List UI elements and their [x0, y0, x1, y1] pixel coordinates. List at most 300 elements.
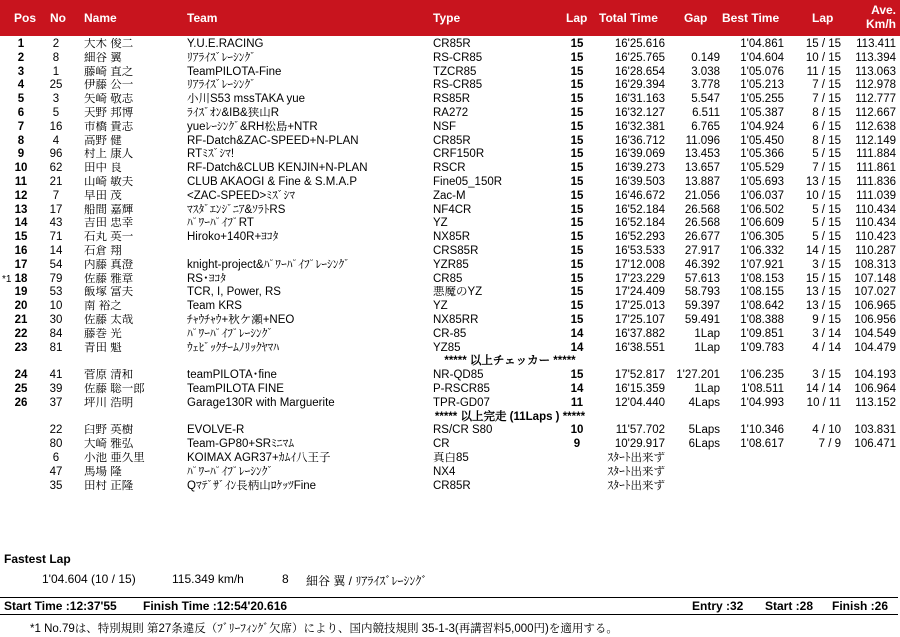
cell-speed: 112.149	[855, 134, 896, 147]
cell-gap: 5Laps	[688, 424, 720, 437]
cell-gap: 5.547	[691, 93, 720, 106]
cell-gap: 1Lap	[694, 341, 720, 354]
cell-type: Zac-M	[433, 189, 466, 202]
table-row	[0, 107, 900, 121]
header-pos: Pos	[14, 11, 37, 25]
cell-speed: 111.861	[856, 162, 896, 175]
cell-best-time: 1'07.921	[740, 258, 784, 271]
cell-team: ﾊﾟﾜｰﾊﾟｲﾌﾟﾚｰｼﾝｸﾞ	[187, 327, 274, 340]
cell-lap: 15	[570, 244, 584, 257]
cell-name: 矢崎 敬志	[84, 93, 134, 106]
cell-type: CR	[433, 438, 450, 451]
cell-no: 10	[49, 300, 63, 313]
cell-team: Y.U.E.RACING	[187, 38, 264, 50]
cell-best-lap: 8 / 15	[812, 134, 841, 147]
cell-type: NX85R	[433, 231, 471, 244]
cell-gap: 3.778	[691, 79, 720, 92]
cell-best-lap: 14 / 14	[805, 382, 841, 395]
cell-name: 菅原 清和	[84, 369, 134, 382]
cell-best-lap: 13 / 15	[805, 175, 841, 188]
cell-total-time: 16'52.184	[614, 203, 665, 216]
cell-type: YZ	[433, 217, 448, 230]
cell-no: 47	[49, 465, 63, 478]
header-gap: Gap	[684, 11, 708, 25]
cell-speed: 111.884	[856, 148, 896, 161]
cell-gap: 1Lap	[694, 327, 720, 340]
cell-total-time: 16'25.616	[614, 38, 665, 50]
table-row	[0, 369, 900, 383]
cell-name: 村上 康人	[84, 148, 134, 161]
cell-speed: 106.956	[854, 313, 896, 326]
cell-no: 21	[49, 175, 63, 188]
cell-type: NR-QD85	[433, 369, 484, 382]
cell-name: 山崎 敏夫	[84, 175, 134, 188]
cell-type: YZR85	[433, 258, 469, 271]
cell-total-time: 16'52.293	[614, 231, 665, 244]
cell-gap: 26.568	[684, 203, 720, 216]
cell-pos: 21	[14, 313, 28, 326]
cell-team: Team-GP80+SRﾐﾆﾏﾑ	[187, 438, 295, 451]
cell-lap: 15	[570, 300, 584, 313]
cell-speed: 112.777	[855, 93, 896, 106]
cell-speed: 111.836	[856, 175, 896, 188]
cell-type: NX4	[433, 465, 456, 478]
penalty-mark: *1	[2, 273, 12, 285]
cell-total-time: ｽﾀｰﾄ出来ず	[607, 479, 665, 492]
cell-name: 佐藤 太哉	[84, 313, 134, 326]
cell-lap: 14	[570, 341, 584, 354]
header-ave-line2: Km/h	[866, 17, 896, 31]
cell-best-lap: 5 / 15	[812, 203, 841, 216]
cell-lap: 15	[570, 134, 584, 147]
cell-best-time: 1'08.511	[741, 382, 784, 395]
cell-best-time: 1'05.450	[740, 134, 784, 147]
cell-team: ﾊﾟﾜｰﾊﾟｲﾌﾟﾚｰｼﾝｸﾞ	[187, 465, 274, 478]
cell-best-lap: 3 / 15	[812, 258, 841, 271]
cell-best-lap: 3 / 14	[812, 327, 841, 340]
cell-speed: 107.027	[854, 286, 896, 299]
header-lap: Lap	[566, 11, 588, 25]
cell-no: 3	[52, 93, 60, 106]
cell-no: 53	[49, 286, 63, 299]
cell-team: RF-Datch&CLUB KENJIN+N-PLAN	[187, 162, 368, 175]
header-total-time: Total Time	[599, 11, 658, 25]
cell-best-lap: 10 / 15	[805, 51, 841, 64]
table-row	[0, 259, 900, 273]
cell-name: 臼野 英樹	[84, 424, 134, 437]
cell-best-time: 1'08.617	[740, 438, 784, 451]
cell-speed: 113.152	[855, 396, 896, 409]
cell-pos: 14	[14, 217, 28, 230]
cell-name: 早田 茂	[84, 189, 122, 202]
cell-pos: 16	[14, 244, 28, 257]
cell-team: <ZAC-SPEED>ﾐｽﾞｼﾏ	[187, 189, 295, 202]
cell-gap: 59.397	[684, 300, 720, 313]
cell-best-lap: 5 / 15	[812, 148, 841, 161]
cell-lap: 15	[570, 120, 584, 133]
header-team: Team	[187, 11, 218, 25]
cell-best-lap: 14 / 15	[805, 244, 841, 257]
cell-speed: 106.964	[854, 382, 896, 395]
cell-no: 14	[49, 244, 63, 257]
cell-name: 青田 魁	[84, 341, 122, 354]
cell-no: 41	[49, 369, 63, 382]
cell-lap: 15	[570, 175, 584, 188]
cell-best-lap: 5 / 15	[812, 231, 841, 244]
cell-type: CR-85	[433, 327, 467, 340]
cell-no: 37	[49, 396, 63, 409]
cell-gap: 6Laps	[688, 438, 720, 451]
cell-gap: 1'27.201	[676, 369, 720, 382]
cell-gap: 59.491	[684, 313, 720, 326]
cell-speed: 106.471	[854, 438, 896, 451]
cell-total-time: 16'39.069	[614, 148, 665, 161]
cell-best-lap: 3 / 15	[812, 369, 841, 382]
cell-speed: 110.287	[855, 244, 896, 257]
cell-type: YZ85	[433, 341, 461, 354]
fastest-lap-title: Fastest Lap	[4, 552, 71, 566]
cell-type: RS-CR85	[433, 51, 483, 64]
fastest-lap-speed: 115.349 km/h	[172, 572, 244, 586]
cell-best-time: 1'06.609	[740, 217, 784, 230]
cell-name: 石丸 英一	[84, 231, 134, 244]
cell-total-time: 16'29.394	[614, 79, 665, 92]
cell-team: ﾊﾟﾜｰﾊﾟｲﾌﾟRT	[187, 217, 254, 230]
cell-type: TPR-GD07	[433, 396, 490, 409]
cell-lap: 14	[570, 382, 584, 395]
cell-total-time: ｽﾀｰﾄ出来ず	[607, 465, 665, 478]
cell-name: 大木 俊二	[84, 38, 134, 50]
fastest-lap-driver: 細谷 翼 / ﾘｱﾗｲｽﾞﾚｰｼﾝｸﾞ	[306, 574, 428, 588]
cell-no: 17	[49, 203, 63, 216]
cell-lap: 15	[570, 313, 584, 326]
cell-total-time: 16'39.503	[614, 175, 665, 188]
cell-no: 4	[52, 134, 60, 147]
cell-lap: 10	[570, 424, 584, 437]
cell-team: teamPILOTA･fine	[187, 369, 277, 382]
cell-type: YZ	[433, 300, 448, 313]
cell-pos: 9	[17, 148, 25, 161]
cell-name: 内藤 真澄	[84, 258, 134, 271]
table-row	[0, 52, 900, 66]
cell-best-lap: 15 / 15	[805, 272, 841, 285]
cell-gap: 13.453	[684, 148, 720, 161]
cell-total-time: 17'24.409	[614, 286, 665, 299]
cell-speed: 103.831	[854, 424, 896, 437]
cell-speed: 110.434	[855, 217, 896, 230]
cell-no: 7	[52, 189, 60, 202]
cell-best-lap: 10 / 15	[805, 189, 841, 202]
cell-team: yueﾚｰｼﾝｸﾞ&RH松島+NTR	[187, 120, 318, 133]
cell-best-lap: 5 / 15	[812, 217, 841, 230]
cell-lap: 15	[570, 258, 584, 271]
cell-speed: 104.549	[854, 327, 896, 340]
cell-pos: 1	[17, 38, 25, 50]
cell-best-lap: 7 / 15	[812, 93, 841, 106]
cell-best-time: 1'09.851	[740, 327, 784, 340]
start-count: Start :28	[765, 599, 814, 613]
cell-team: RS･ﾖｺﾀ	[187, 272, 226, 285]
cell-team: 小川S53 mssTAKA yue	[187, 93, 306, 106]
cell-team: knight-project&ﾊﾟﾜｰﾊﾟｲﾌﾟﾚｰｼﾝｸﾞ	[187, 258, 350, 271]
cell-type: NSF	[433, 120, 456, 133]
cell-lap: 15	[570, 51, 584, 64]
cell-team: ﾏｽﾀﾞｴﾝｼﾞﾆｱ&ｿﾗﾄRS	[187, 203, 286, 216]
cell-gap: 11.096	[685, 134, 720, 147]
cell-name: 吉田 忠幸	[84, 217, 134, 230]
cell-no: 39	[49, 382, 63, 395]
cell-team: TeamPILOTA FINE	[187, 382, 284, 395]
cell-total-time: 16'37.882	[614, 327, 665, 340]
cell-best-time: 1'05.387	[740, 106, 784, 119]
cell-pos: 23	[14, 341, 28, 354]
cell-team: ﾁｬｳﾁｬｳ+秋ケ瀬+NEO	[187, 313, 295, 326]
cell-team: ﾘｱﾗｲｽﾞﾚｰｼﾝｸﾞ	[187, 51, 256, 64]
cell-best-time: 1'04.861	[740, 38, 784, 50]
cell-best-lap: 7 / 15	[812, 162, 841, 175]
classification-separator: ***** 以上チェッカー *****	[444, 355, 576, 368]
cell-best-time: 1'08.153	[740, 272, 784, 285]
cell-team: Hiroko+140R+ﾖｺﾀ	[187, 231, 279, 244]
cell-lap: 15	[570, 286, 584, 299]
cell-type: CR85R	[433, 134, 471, 147]
cell-type: CR85R	[433, 479, 471, 492]
cell-pos: 11	[14, 175, 28, 188]
cell-lap: 15	[570, 93, 584, 106]
cell-no: 22	[49, 424, 63, 437]
cell-speed: 110.423	[855, 231, 896, 244]
cell-total-time: 10'29.917	[614, 438, 665, 451]
cell-gap: 21.056	[684, 189, 720, 202]
finish-time: Finish Time :12:54'20.616	[143, 599, 288, 613]
cell-lap: 15	[570, 189, 584, 202]
cell-name: 市橋 貴志	[84, 120, 134, 133]
cell-no: 30	[49, 313, 63, 326]
cell-type: RA272	[433, 106, 469, 119]
cell-total-time: 16'32.127	[614, 106, 665, 119]
cell-gap: 0.149	[691, 51, 720, 64]
cell-no: 43	[49, 217, 63, 230]
table-row	[0, 204, 900, 218]
start-time: Start Time :12:37'55	[4, 599, 117, 613]
cell-speed: 104.193	[854, 369, 896, 382]
cell-best-time: 1'08.388	[740, 313, 784, 326]
cell-best-time: 1'08.155	[740, 286, 784, 299]
header-best-lap: Lap	[812, 11, 834, 25]
cell-total-time: 17'25.013	[614, 300, 665, 313]
cell-speed: 106.965	[854, 300, 896, 313]
header-best-time: Best Time	[722, 11, 780, 25]
cell-best-lap: 13 / 15	[805, 300, 841, 313]
table-row	[0, 273, 900, 287]
cell-lap: 15	[570, 106, 584, 119]
cell-no: 2	[52, 38, 60, 50]
cell-type: RSCR	[433, 162, 466, 175]
cell-total-time: 11'57.702	[615, 424, 665, 437]
table-row	[0, 66, 900, 80]
cell-team: TeamPILOTA-Fine	[187, 65, 282, 78]
cell-lap: 11	[570, 396, 584, 409]
header-type: Type	[433, 11, 461, 25]
cell-type: TZCR85	[433, 65, 477, 78]
cell-lap: 15	[570, 148, 584, 161]
cell-team: Garage130R with Marguerite	[187, 396, 335, 409]
cell-gap: 27.917	[684, 244, 720, 257]
cell-best-time: 1'04.924	[740, 120, 784, 133]
cell-speed: 112.638	[855, 120, 896, 133]
cell-speed: 104.479	[854, 341, 896, 354]
cell-name: 大崎 雅弘	[84, 438, 134, 451]
cell-best-time: 1'08.642	[740, 300, 784, 313]
cell-pos: 3	[17, 65, 25, 78]
cell-speed: 112.667	[855, 106, 896, 119]
cell-name: 小池 亜久里	[84, 451, 145, 464]
cell-total-time: 12'04.440	[614, 396, 665, 409]
cell-pos: 6	[17, 106, 25, 119]
cell-speed: 107.148	[854, 272, 896, 285]
table-row	[0, 38, 900, 52]
cell-no: 81	[49, 341, 63, 354]
cell-no: 96	[49, 148, 63, 161]
cell-gap: 26.677	[684, 231, 720, 244]
cell-no: 25	[49, 79, 63, 92]
cell-pos: 10	[14, 162, 28, 175]
table-row	[0, 231, 900, 245]
cell-pos: 26	[14, 396, 28, 409]
cell-no: 16	[49, 120, 63, 133]
cell-best-time: 1'10.346	[740, 424, 784, 437]
cell-total-time: 16'46.672	[614, 189, 665, 202]
table-row	[0, 397, 900, 411]
table-row	[0, 314, 900, 328]
cell-team: EVOLVE-R	[187, 424, 245, 437]
table-row	[0, 176, 900, 190]
penalty-note: *1 No.79は、特別規則 第27条違反（ﾌﾞﾘｰﾌｨﾝｸﾞ欠席）により、国内競技規則 35-1-3(再講習料5,000円)を適用する。	[30, 623, 618, 635]
header-no: No	[50, 11, 66, 25]
cell-pos: 12	[14, 189, 28, 202]
cell-name: 飯塚 富夫	[84, 286, 134, 299]
cell-best-lap: 7 / 15	[812, 79, 841, 92]
cell-lap: 15	[570, 231, 584, 244]
cell-gap: 58.793	[684, 286, 720, 299]
table-row	[0, 466, 900, 480]
cell-type: 悪魔のYZ	[433, 286, 483, 299]
cell-total-time: 16'32.381	[614, 120, 665, 133]
cell-type: 真白85	[433, 451, 469, 464]
table-row	[0, 245, 900, 259]
cell-name: 伊藤 公一	[84, 79, 134, 92]
cell-total-time: 16'39.273	[614, 162, 665, 175]
cell-speed: 110.434	[855, 203, 896, 216]
table-row	[0, 162, 900, 176]
cell-best-lap: 6 / 15	[812, 120, 841, 133]
cell-pos: 7	[17, 120, 25, 133]
cell-speed: 113.063	[855, 65, 896, 78]
cell-gap: 1Lap	[694, 382, 720, 395]
cell-team: ﾗｲｽﾞｵﾝ&IB&狭山R	[187, 106, 280, 119]
cell-best-time: 1'05.076	[740, 65, 784, 78]
cell-best-time: 1'06.305	[740, 231, 784, 244]
table-row	[0, 79, 900, 93]
cell-best-time: 1'05.693	[740, 175, 784, 188]
cell-pos: 22	[14, 327, 28, 340]
cell-total-time: 16'53.533	[614, 244, 665, 257]
table-row	[0, 121, 900, 135]
cell-lap: 15	[570, 272, 584, 285]
cell-pos: 24	[14, 369, 28, 382]
fastest-lap-time: 1'04.604 (10 / 15)	[42, 572, 136, 586]
cell-speed: 108.313	[854, 258, 896, 271]
cell-no: 62	[49, 162, 63, 175]
cell-type: P-RSCR85	[433, 382, 490, 395]
cell-type: RS-CR85	[433, 79, 483, 92]
cell-best-time: 1'05.366	[740, 148, 784, 161]
results-header	[0, 0, 900, 36]
cell-team: ﾘｱﾗｲｽﾞﾚｰｼﾝｸﾞ	[187, 79, 256, 92]
table-row	[0, 424, 900, 438]
cell-no: 5	[52, 106, 60, 119]
cell-gap: 6.765	[691, 120, 720, 133]
table-row	[0, 135, 900, 149]
cell-best-time: 1'04.604	[740, 51, 784, 64]
cell-no: 80	[49, 438, 63, 451]
cell-name: 船間 嘉輝	[84, 203, 134, 216]
cell-type: RS85R	[433, 93, 471, 106]
header-ave-line1: Ave.	[871, 3, 896, 17]
cell-lap: 15	[570, 217, 584, 230]
table-row	[0, 438, 900, 452]
cell-best-lap: 10 / 11	[806, 396, 841, 409]
cell-pos: 25	[14, 382, 28, 395]
cell-best-time: 1'06.037	[740, 189, 784, 202]
cell-best-time: 1'06.235	[740, 369, 784, 382]
cell-total-time: 16'52.184	[614, 217, 665, 230]
cell-best-time: 1'06.502	[740, 203, 784, 216]
cell-best-lap: 11 / 15	[806, 65, 841, 78]
summary-bar	[0, 597, 898, 615]
header-average-speed	[856, 3, 896, 31]
cell-pos: 17	[14, 258, 28, 271]
cell-no: 35	[49, 479, 63, 492]
cell-name: 田中 良	[84, 162, 122, 175]
cell-total-time: 16'36.712	[614, 134, 665, 147]
cell-pos: 20	[14, 300, 28, 313]
table-row	[0, 480, 900, 494]
cell-type: CRS85R	[433, 244, 479, 257]
cell-lap: 15	[570, 162, 584, 175]
entry-count: Entry :32	[692, 599, 744, 613]
cell-pos: 4	[17, 79, 25, 92]
table-row	[0, 286, 900, 300]
cell-type: CRF150R	[433, 148, 485, 161]
cell-team: Qﾏﾃﾞｻﾞｲﾝ長柄山ﾛｹｯﾂFine	[187, 479, 317, 492]
cell-total-time: 16'15.359	[614, 382, 665, 395]
cell-total-time: 16'25.765	[614, 51, 665, 64]
cell-lap: 15	[570, 369, 584, 382]
cell-best-time: 1'04.993	[740, 396, 784, 409]
cell-team: RTﾐｽﾞｼﾏ!	[187, 148, 235, 161]
cell-best-time: 1'06.332	[740, 244, 784, 257]
cell-best-time: 1'05.255	[740, 93, 784, 106]
cell-name: 石倉 翔	[84, 244, 122, 257]
cell-name: 藤巻 光	[84, 327, 122, 340]
cell-best-lap: 8 / 15	[812, 106, 841, 119]
cell-name: 佐藤 雅章	[84, 272, 134, 285]
cell-type: RS/CR S80	[433, 424, 493, 437]
cell-pos: 19	[14, 286, 28, 299]
cell-no: 84	[49, 327, 63, 340]
cell-total-time: 16'38.551	[614, 341, 665, 354]
